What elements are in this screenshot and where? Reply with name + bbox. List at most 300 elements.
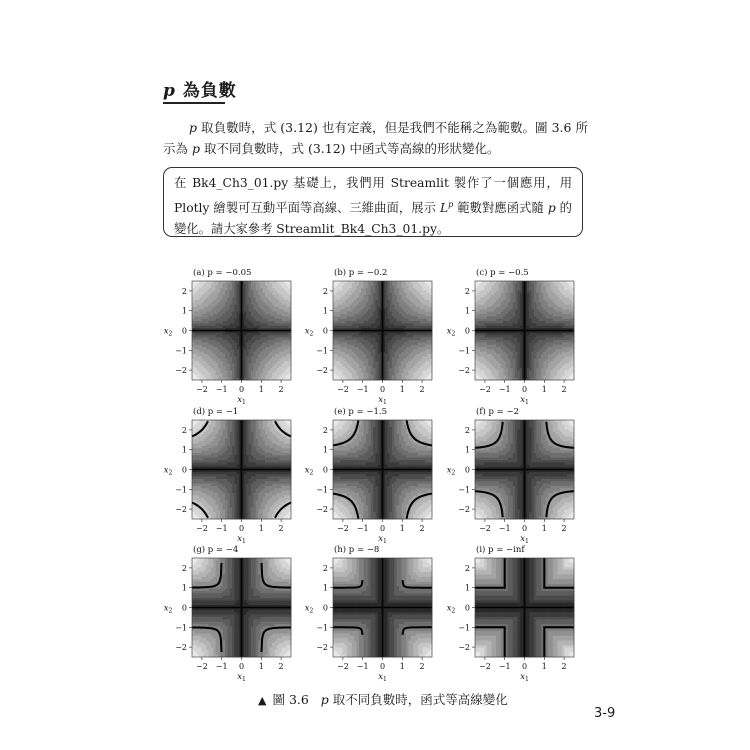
contour-cell bbox=[282, 283, 285, 286]
contour-cell bbox=[541, 290, 544, 293]
contour-cell bbox=[357, 286, 360, 289]
contour-cell bbox=[529, 309, 532, 312]
contour-cell bbox=[270, 333, 273, 336]
contour-cell bbox=[204, 338, 207, 341]
contour-cell bbox=[510, 354, 513, 357]
x-tick-label: 1 bbox=[258, 385, 264, 394]
contour-cell bbox=[270, 281, 273, 284]
contour-cell bbox=[501, 345, 504, 348]
contour-cell bbox=[338, 361, 341, 364]
contour-cell bbox=[335, 305, 338, 308]
contour-cell bbox=[218, 305, 221, 308]
contour-cell bbox=[404, 352, 407, 355]
contour-cell bbox=[496, 295, 499, 298]
contour-cell bbox=[286, 375, 289, 378]
contour-cell bbox=[520, 307, 523, 310]
contour-cell bbox=[342, 323, 345, 326]
contour-cell bbox=[352, 333, 355, 336]
contour-cell bbox=[354, 286, 357, 289]
contour-cell bbox=[253, 345, 256, 348]
contour-cell bbox=[225, 293, 228, 296]
y-tick-label: 0 bbox=[322, 326, 328, 336]
contour-cell bbox=[249, 326, 252, 329]
contour-cell bbox=[286, 302, 289, 305]
contour-cell bbox=[394, 352, 397, 355]
contour-cell bbox=[496, 359, 499, 362]
contour-cell bbox=[258, 309, 261, 312]
contour-cell bbox=[232, 356, 235, 359]
contour-cell bbox=[399, 354, 402, 357]
contour-cell bbox=[199, 321, 202, 324]
contour-cell bbox=[427, 305, 430, 308]
contour-cell bbox=[232, 316, 235, 319]
contour-cell bbox=[534, 293, 537, 296]
contour-cell bbox=[225, 309, 228, 312]
contour-cell bbox=[260, 356, 263, 359]
contour-cell bbox=[394, 340, 397, 343]
contour-cell bbox=[513, 300, 516, 303]
contour-cell bbox=[345, 354, 348, 357]
contour-cell bbox=[506, 302, 509, 305]
contour-cell bbox=[496, 290, 499, 293]
contour-cell bbox=[375, 312, 378, 315]
contour-cell bbox=[416, 342, 419, 345]
contour-cell bbox=[496, 293, 499, 296]
contour-cell bbox=[275, 314, 278, 317]
contour-cell bbox=[199, 314, 202, 317]
contour-cell bbox=[569, 290, 572, 293]
contour-cell bbox=[209, 281, 212, 284]
contour-cell bbox=[513, 286, 516, 289]
contour-cell bbox=[192, 290, 195, 293]
contour-cell bbox=[387, 361, 390, 364]
contour-cell bbox=[401, 298, 404, 301]
contour-cell bbox=[260, 300, 263, 303]
contour-cell bbox=[194, 293, 197, 296]
contour-cell bbox=[270, 352, 273, 355]
contour-cell bbox=[487, 293, 490, 296]
contour-cell bbox=[218, 368, 221, 371]
contour-cell bbox=[335, 342, 338, 345]
contour-cell bbox=[418, 368, 421, 371]
contour-cell bbox=[515, 335, 518, 338]
contour-cell bbox=[425, 345, 428, 348]
contour-cell bbox=[194, 347, 197, 350]
contour-cell bbox=[253, 298, 256, 301]
contour-cell bbox=[539, 349, 542, 352]
contour-cell bbox=[558, 340, 561, 343]
contour-cell bbox=[508, 321, 511, 324]
contour-cell bbox=[216, 290, 219, 293]
contour-cell bbox=[204, 298, 207, 301]
contour-cell bbox=[213, 288, 216, 291]
contour-cell bbox=[392, 298, 395, 301]
contour-cell bbox=[335, 300, 338, 303]
contour-cell bbox=[338, 323, 341, 326]
contour-cell bbox=[265, 302, 268, 305]
contour-cell bbox=[418, 298, 421, 301]
contour-cell bbox=[218, 356, 221, 359]
contour-cell bbox=[211, 340, 214, 343]
contour-cell bbox=[361, 342, 364, 345]
contour-cell bbox=[513, 307, 516, 310]
contour-cell bbox=[517, 300, 520, 303]
contour-cell bbox=[246, 361, 249, 364]
contour-cell bbox=[201, 371, 204, 374]
contour-cell bbox=[275, 295, 278, 298]
contour-cell bbox=[553, 321, 556, 324]
contour-cell bbox=[492, 345, 495, 348]
contour-cell bbox=[354, 305, 357, 308]
contour-cell bbox=[517, 307, 520, 310]
contour-cell bbox=[216, 307, 219, 310]
contour-cell bbox=[548, 305, 551, 308]
contour-cell bbox=[385, 338, 388, 341]
contour-cell bbox=[408, 352, 411, 355]
contour-cell bbox=[489, 305, 492, 308]
contour-cell bbox=[420, 319, 423, 322]
contour-cell bbox=[194, 319, 197, 322]
contour-cell bbox=[275, 302, 278, 305]
contour-cell bbox=[359, 283, 362, 286]
contour-cell bbox=[199, 293, 202, 296]
contour-cell bbox=[425, 290, 428, 293]
contour-cell bbox=[550, 309, 553, 312]
contour-cell bbox=[206, 359, 209, 362]
contour-cell bbox=[385, 312, 388, 315]
contour-cell bbox=[411, 368, 414, 371]
contour-cell bbox=[275, 359, 278, 362]
contour-cell bbox=[482, 305, 485, 308]
contour-cell bbox=[394, 312, 397, 315]
contour-cell bbox=[508, 335, 511, 338]
contour-cell bbox=[350, 295, 353, 298]
contour-cell bbox=[284, 371, 287, 374]
contour-cell bbox=[267, 319, 270, 322]
contour-cell bbox=[345, 293, 348, 296]
contour-cell bbox=[282, 335, 285, 338]
contour-cell bbox=[378, 293, 381, 296]
contour-cell bbox=[373, 281, 376, 284]
contour-cell bbox=[225, 364, 228, 367]
contour-cell bbox=[277, 338, 280, 341]
contour-cell bbox=[548, 323, 551, 326]
contour-cell bbox=[260, 288, 263, 291]
contour-cell bbox=[397, 373, 400, 376]
contour-cell bbox=[282, 345, 285, 348]
contour-cell bbox=[201, 293, 204, 296]
contour-cell bbox=[368, 326, 371, 329]
contour-cell bbox=[225, 342, 228, 345]
contour-cell bbox=[246, 295, 249, 298]
contour-cell bbox=[366, 326, 369, 329]
contour-cell bbox=[263, 335, 266, 338]
contour-cell bbox=[489, 349, 492, 352]
contour-cell bbox=[366, 335, 369, 338]
contour-cell bbox=[364, 342, 367, 345]
contour-cell bbox=[197, 340, 200, 343]
contour-cell bbox=[536, 354, 539, 357]
contour-cell bbox=[404, 359, 407, 362]
contour-cell bbox=[338, 364, 341, 367]
contour-cell bbox=[197, 375, 200, 378]
contour-cell bbox=[338, 321, 341, 324]
contour-cell bbox=[260, 375, 263, 378]
contour-cell bbox=[216, 283, 219, 286]
contour-cell bbox=[508, 302, 511, 305]
contour-cell bbox=[352, 302, 355, 305]
contour-cell bbox=[335, 354, 338, 357]
contour-cell bbox=[270, 340, 273, 343]
contour-cell bbox=[272, 340, 275, 343]
contour-cell bbox=[197, 361, 200, 364]
contour-cell bbox=[401, 342, 404, 345]
contour-cell bbox=[406, 342, 409, 345]
contour-cell bbox=[232, 347, 235, 350]
contour-cell bbox=[279, 368, 282, 371]
contour-cell bbox=[333, 305, 336, 308]
contour-cell bbox=[359, 354, 362, 357]
contour-cell bbox=[357, 290, 360, 293]
contour-cell bbox=[197, 323, 200, 326]
contour-cell bbox=[494, 356, 497, 359]
contour-cell bbox=[375, 293, 378, 296]
contour-cell bbox=[520, 354, 523, 357]
contour-cell bbox=[413, 345, 416, 348]
contour-cell bbox=[232, 373, 235, 376]
contour-cell bbox=[401, 316, 404, 319]
contour-cell bbox=[487, 359, 490, 362]
contour-cell bbox=[335, 359, 338, 362]
contour-cell bbox=[508, 316, 511, 319]
contour-cell bbox=[211, 338, 214, 341]
contour-cell bbox=[548, 309, 551, 312]
contour-cell bbox=[555, 354, 558, 357]
contour-cell bbox=[338, 368, 341, 371]
contour-cell bbox=[350, 312, 353, 315]
contour-cell bbox=[361, 323, 364, 326]
contour-cell bbox=[423, 314, 426, 317]
contour-cell bbox=[527, 316, 530, 319]
contour-cell bbox=[251, 354, 254, 357]
contour-cell bbox=[427, 312, 430, 315]
contour-cell bbox=[230, 319, 233, 322]
contour-cell bbox=[399, 335, 402, 338]
contour-cell bbox=[555, 345, 558, 348]
contour-cell bbox=[550, 312, 553, 315]
contour-cell bbox=[218, 314, 221, 317]
contour-cell bbox=[408, 371, 411, 374]
contour-cell bbox=[550, 298, 553, 301]
contour-cell bbox=[555, 307, 558, 310]
contour-cell bbox=[234, 366, 237, 369]
contour-cell bbox=[199, 364, 202, 367]
contour-cell bbox=[496, 342, 499, 345]
contour-cell bbox=[392, 286, 395, 289]
contour-cell bbox=[513, 281, 516, 284]
contour-cell bbox=[546, 333, 549, 336]
contour-cell bbox=[270, 345, 273, 348]
contour-cell bbox=[213, 321, 216, 324]
contour-cell bbox=[550, 335, 553, 338]
contour-cell bbox=[508, 352, 511, 355]
contour-cell bbox=[201, 356, 204, 359]
contour-cell bbox=[361, 349, 364, 352]
contour-cell bbox=[237, 356, 240, 359]
contour-cell bbox=[206, 361, 209, 364]
contour-cell bbox=[357, 349, 360, 352]
contour-cell bbox=[277, 342, 280, 345]
contour-cell bbox=[477, 286, 480, 289]
contour-cell bbox=[340, 302, 343, 305]
contour-cell bbox=[260, 281, 263, 284]
contour-cell bbox=[492, 314, 495, 317]
contour-cell bbox=[560, 293, 563, 296]
contour-cell bbox=[256, 309, 259, 312]
contour-cell bbox=[265, 352, 268, 355]
contour-cell bbox=[515, 345, 518, 348]
contour-cell bbox=[416, 345, 419, 348]
contour-cell bbox=[494, 319, 497, 322]
contour-cell bbox=[567, 298, 570, 301]
contour-cell bbox=[536, 333, 539, 336]
contour-cell bbox=[420, 314, 423, 317]
contour-cell bbox=[277, 314, 280, 317]
contour-cell bbox=[199, 371, 202, 374]
contour-cell bbox=[350, 319, 353, 322]
contour-cell bbox=[199, 312, 202, 315]
contour-cell bbox=[359, 298, 362, 301]
contour-cell bbox=[234, 283, 237, 286]
contour-cell bbox=[558, 345, 561, 348]
contour-cell bbox=[475, 352, 478, 355]
contour-cell bbox=[333, 345, 336, 348]
contour-cell bbox=[234, 295, 237, 298]
contour-cell bbox=[282, 368, 285, 371]
contour-cell bbox=[364, 364, 367, 367]
contour-cell bbox=[354, 340, 357, 343]
contour-cell bbox=[204, 333, 207, 336]
contour-cell bbox=[397, 335, 400, 338]
contour-cell bbox=[265, 345, 268, 348]
contour-cell bbox=[361, 312, 364, 315]
contour-cell bbox=[506, 305, 509, 308]
contour-cell bbox=[206, 298, 209, 301]
contour-cell bbox=[213, 286, 216, 289]
x-tick-label: 0 bbox=[379, 385, 386, 394]
contour-cell bbox=[279, 361, 282, 364]
note-sup: p bbox=[448, 200, 454, 209]
contour-cell bbox=[225, 321, 228, 324]
contour-cell bbox=[199, 375, 202, 378]
contour-cell bbox=[548, 342, 551, 345]
contour-cell bbox=[223, 359, 226, 362]
contour-cell bbox=[352, 340, 355, 343]
contour-cell bbox=[223, 314, 226, 317]
contour-cell bbox=[244, 354, 247, 357]
contour-cell bbox=[527, 319, 530, 322]
contour-cell bbox=[277, 295, 280, 298]
contour-cell bbox=[378, 288, 381, 291]
contour-cell bbox=[390, 366, 393, 369]
contour-cell bbox=[227, 335, 230, 338]
contour-cell bbox=[216, 314, 219, 317]
contour-cell bbox=[227, 352, 230, 355]
contour-cell bbox=[390, 307, 393, 310]
contour-cell bbox=[352, 323, 355, 326]
contour-cell bbox=[227, 373, 230, 376]
contour-cell bbox=[513, 316, 516, 319]
contour-cell bbox=[256, 354, 259, 357]
contour-cell bbox=[209, 349, 212, 352]
contour-cell bbox=[416, 371, 419, 374]
contour-cell bbox=[246, 316, 249, 319]
contour-cell bbox=[550, 338, 553, 341]
contour-cell bbox=[260, 364, 263, 367]
contour-cell bbox=[256, 359, 259, 362]
contour-cell bbox=[232, 314, 235, 317]
contour-cell bbox=[503, 352, 506, 355]
contour-cell bbox=[272, 371, 275, 374]
contour-cell bbox=[378, 364, 381, 367]
contour-cell bbox=[249, 319, 252, 322]
contour-cell bbox=[494, 354, 497, 357]
contour-cell bbox=[286, 314, 289, 317]
contour-cell bbox=[246, 373, 249, 376]
contour-cell bbox=[484, 333, 487, 336]
contour-cell bbox=[225, 290, 228, 293]
contour-cell bbox=[209, 347, 212, 350]
contour-cell bbox=[499, 309, 502, 312]
contour-cell bbox=[420, 368, 423, 371]
contour-cell bbox=[529, 319, 532, 322]
x-tick-label: 1 bbox=[399, 385, 405, 394]
contour-cell bbox=[211, 305, 214, 308]
contour-cell bbox=[508, 312, 511, 315]
contour-cell bbox=[333, 373, 336, 376]
contour-cell bbox=[232, 338, 235, 341]
contour-cell bbox=[284, 290, 287, 293]
contour-cell bbox=[499, 290, 502, 293]
contour-cell bbox=[338, 326, 341, 329]
contour-cell bbox=[532, 338, 535, 341]
contour-cell bbox=[373, 288, 376, 291]
contour-cell bbox=[373, 368, 376, 371]
contour-cell bbox=[265, 340, 268, 343]
contour-cell bbox=[536, 307, 539, 310]
contour-cell bbox=[520, 352, 523, 355]
contour-cell bbox=[406, 373, 409, 376]
contour-cell bbox=[260, 312, 263, 315]
contour-cell bbox=[260, 286, 263, 289]
contour-cell bbox=[513, 356, 516, 359]
contour-cell bbox=[378, 371, 381, 374]
contour-cell bbox=[539, 302, 542, 305]
contour-cell bbox=[423, 298, 426, 301]
contour-cell bbox=[335, 316, 338, 319]
contour-cell bbox=[201, 373, 204, 376]
contour-cell bbox=[340, 288, 343, 291]
contour-cell bbox=[390, 312, 393, 315]
contour-cell bbox=[237, 293, 240, 296]
contour-cell bbox=[371, 347, 374, 350]
contour-cell bbox=[338, 305, 341, 308]
contour-cell bbox=[333, 338, 336, 341]
contour-cell bbox=[406, 293, 409, 296]
contour-cell bbox=[342, 286, 345, 289]
contour-cell bbox=[204, 323, 207, 326]
contour-cell bbox=[387, 298, 390, 301]
